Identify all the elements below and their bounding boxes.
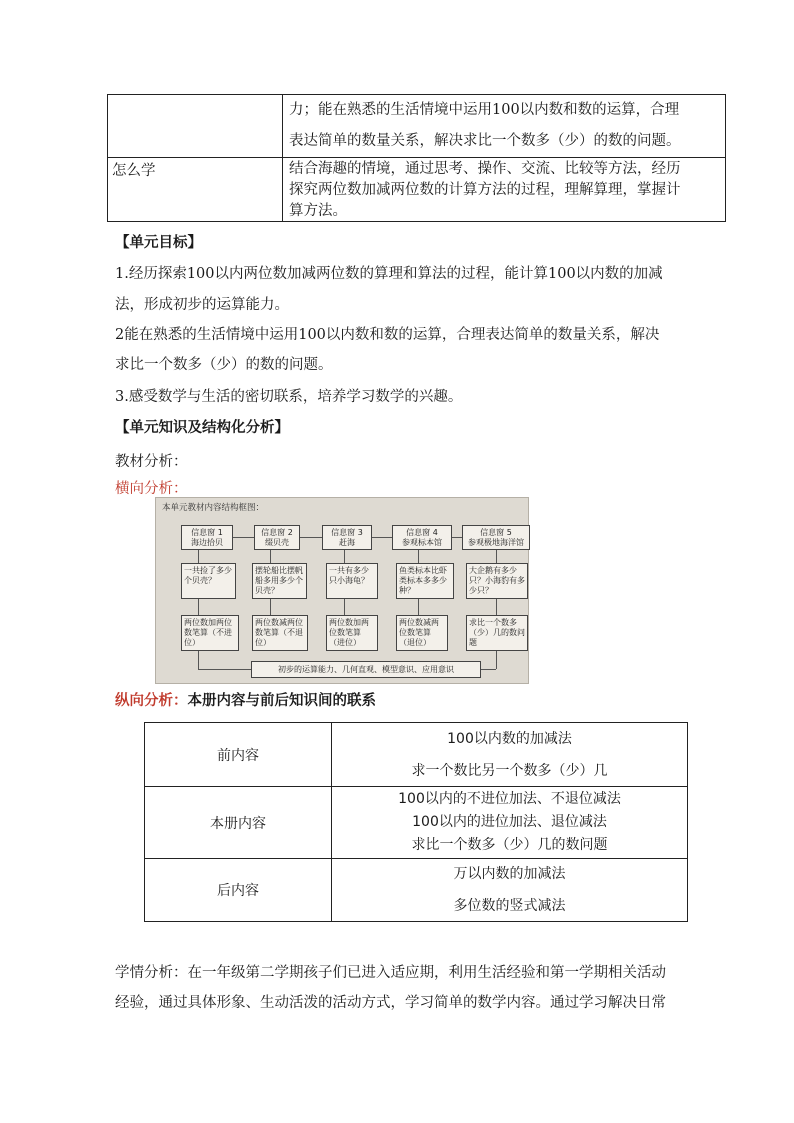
diagram-window-box bbox=[181, 525, 233, 550]
diagram-connector bbox=[198, 549, 199, 563]
diagram-connector bbox=[481, 669, 496, 670]
diagram-method-box: 两位数加两位数笔算（不进位） bbox=[181, 615, 239, 651]
goal-2-line-1: 2能在熟悉的生活情境中运用100以内数和数的运算，合理表达简单的数量关系，解决 bbox=[115, 327, 660, 343]
diagram-method-box: 求比一个数多（少）几的数问题 bbox=[466, 615, 528, 651]
window-topic: 参观极地海洋馆 bbox=[468, 538, 524, 547]
top-table-cell bbox=[283, 158, 726, 222]
window-topic: 赶海 bbox=[339, 538, 355, 547]
diagram-connector bbox=[198, 651, 199, 669]
knowledge-relation-table bbox=[144, 722, 688, 922]
table-key: 后内容 bbox=[145, 859, 332, 922]
table-value-line: 100以内数的加减法 bbox=[447, 730, 572, 747]
goal-1-line-1: 1.经历探索100以内两位数加减两位数的算理和算法的过程，能计算100以内数的加减 bbox=[115, 266, 663, 282]
diagram-title: 本单元教材内容结构框图： bbox=[162, 503, 265, 513]
window-topic: 参观标本馆 bbox=[402, 538, 442, 547]
diagram-question-box: 一共捡了多少个贝壳？ bbox=[181, 563, 236, 599]
diagram-connector bbox=[344, 599, 345, 615]
diagram-connector bbox=[496, 651, 497, 669]
top-table-label: 怎么学 bbox=[108, 158, 283, 222]
diagram-window-box bbox=[392, 525, 452, 550]
diagram-question-box: 大企鹅有多少只？小海豹有多少只？ bbox=[466, 563, 528, 599]
diagram-connector bbox=[198, 599, 199, 615]
table-value-line: 求一个数比另一个数多（少）几 bbox=[411, 762, 608, 779]
window-label: 信息窗 2 bbox=[261, 528, 293, 537]
table-value-line: 100以内的进位加法、退位减法 bbox=[412, 814, 607, 830]
table-row bbox=[145, 723, 688, 787]
top-table bbox=[107, 94, 726, 222]
window-label: 信息窗 4 bbox=[406, 528, 438, 537]
learning-analysis-line-1: 学情分析：在一年级第二学期孩子们已进入适应期，利用生活经验和第一学期相关活动 bbox=[115, 965, 666, 981]
text-line: 探究两位数加减两位数的计算方法的过程，理解算理，掌握计 bbox=[289, 182, 681, 198]
structure-diagram bbox=[155, 497, 529, 684]
diagram-bottom-box: 初步的运算能力、几何直观、模型意识、应用意识 bbox=[251, 661, 481, 678]
table-value bbox=[332, 859, 688, 922]
window-topic: 缀贝壳 bbox=[265, 538, 289, 547]
diagram-question-box: 摆轮船比摆帆船多用多少个贝壳？ bbox=[252, 563, 307, 599]
table-value-line: 求比一个数多（少）几的数问题 bbox=[411, 837, 608, 853]
vertical-analysis-line bbox=[115, 689, 376, 710]
goal-1-line-2: 法，形成初步的运算能力。 bbox=[115, 297, 289, 313]
top-table-cell bbox=[283, 95, 726, 158]
diagram-connector bbox=[270, 599, 271, 615]
diagram-question-box: 一共有多少只小海龟？ bbox=[326, 563, 378, 599]
diagram-window-box bbox=[462, 525, 530, 550]
diagram-connector bbox=[418, 549, 419, 563]
diagram-method-box: 两位数减两位数笔算（退位） bbox=[396, 615, 448, 651]
table-value bbox=[332, 787, 688, 859]
horizontal-analysis-label: 横向分析： bbox=[115, 481, 188, 497]
window-label: 信息窗 3 bbox=[331, 528, 363, 537]
diagram-question-box: 鱼类标本比虾类标本多多少种？ bbox=[396, 563, 454, 599]
diagram-method-box: 两位数加两位数笔算（进位） bbox=[326, 615, 378, 651]
goal-3: 3.感受数学与生活的密切联系，培养学习数学的兴趣。 bbox=[115, 389, 463, 405]
diagram-window-box bbox=[254, 525, 300, 550]
table-key: 前内容 bbox=[145, 723, 332, 787]
diagram-connector bbox=[344, 549, 345, 563]
table-row bbox=[145, 859, 688, 922]
table-value bbox=[332, 723, 688, 787]
analysis-heading: 【单元知识及结构化分析】 bbox=[115, 419, 289, 436]
diagram-connector bbox=[418, 599, 419, 615]
learning-analysis-line-2: 经验，通过具体形象、生动活泼的活动方式，学习简单的数学内容。通过学习解决日常 bbox=[115, 995, 666, 1011]
top-table-row bbox=[108, 95, 726, 158]
text-line: 结合海趣的情境，通过思考、操作、交流、比较等方法，经历 bbox=[289, 161, 681, 177]
diagram-connector bbox=[496, 549, 497, 563]
diagram-window-box bbox=[322, 525, 372, 550]
textbook-analysis-label: 教材分析： bbox=[115, 454, 188, 470]
window-label: 信息窗 1 bbox=[191, 528, 223, 537]
diagram-connector bbox=[496, 599, 497, 615]
text-line: 算方法。 bbox=[289, 203, 347, 219]
vertical-analysis-text: 本册内容与前后知识间的联系 bbox=[187, 692, 376, 709]
text-line: 力；能在熟悉的生活情境中运用100以内数和数的运算，合理 bbox=[289, 102, 680, 118]
diagram-method-box: 两位数减两位数笔算（不退位） bbox=[252, 615, 308, 651]
table-value-line: 多位数的竖式减法 bbox=[453, 898, 566, 914]
window-label: 信息窗 5 bbox=[480, 528, 512, 537]
table-key: 本册内容 bbox=[145, 787, 332, 859]
vertical-analysis-label: 纵向分析： bbox=[115, 692, 188, 709]
table-value-line: 万以内数的加减法 bbox=[453, 866, 566, 882]
diagram-connector bbox=[270, 549, 271, 563]
text-line: 表达简单的数量关系，解决求比一个数多（少）的数的问题。 bbox=[289, 133, 681, 149]
goal-2-line-2: 求比一个数多（少）的数的问题。 bbox=[115, 357, 333, 373]
diagram-connector bbox=[198, 669, 251, 670]
goals-heading: 【单元目标】 bbox=[115, 234, 202, 251]
top-table-label-empty bbox=[108, 95, 283, 158]
window-topic: 海边拾贝 bbox=[191, 538, 223, 547]
table-row bbox=[145, 787, 688, 859]
table-value-line: 100以内的不进位加法、不退位减法 bbox=[398, 791, 621, 807]
top-table-row bbox=[108, 158, 726, 222]
